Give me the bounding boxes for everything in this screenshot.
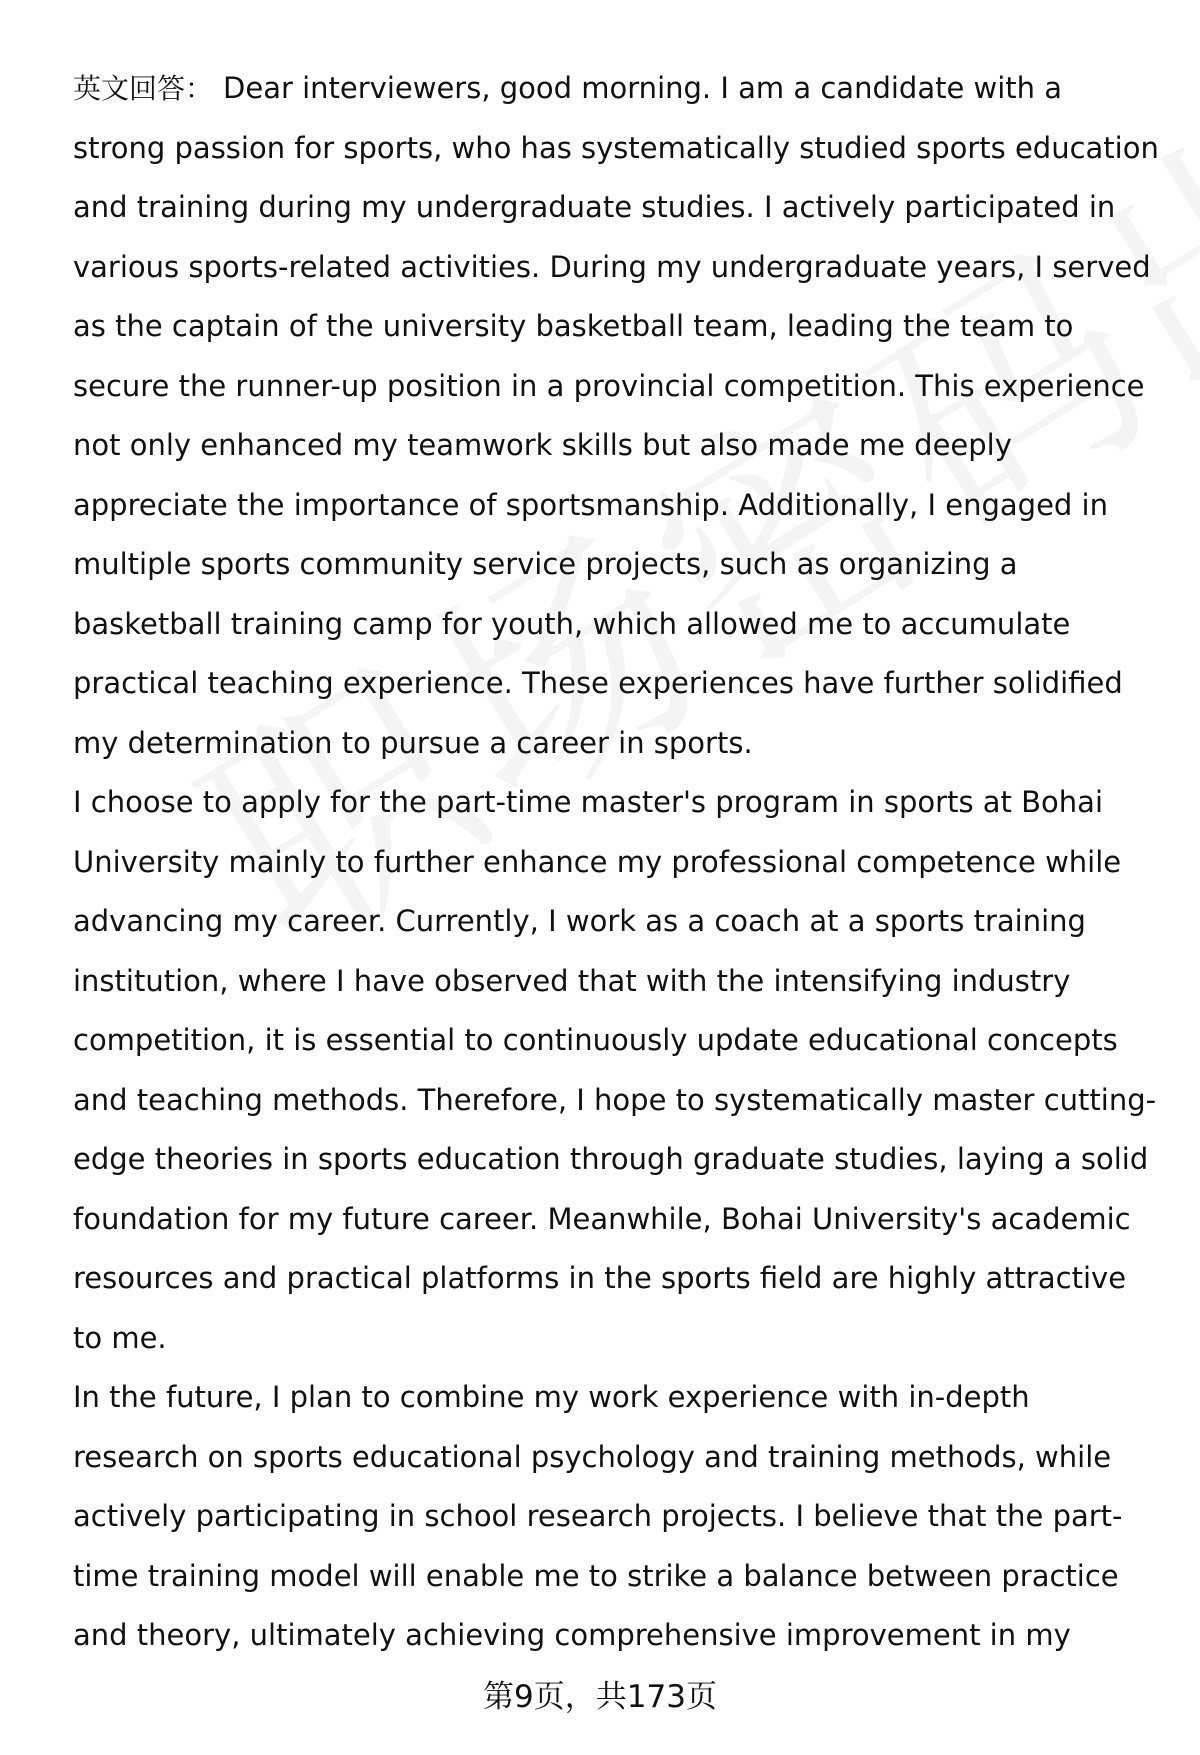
answer-label: 英文回答： — [73, 72, 214, 105]
paragraph-3: In the future, I plan to combine my work experience with in-depth research on sports educational psychology and training methods, while actively participating in school research projects. I believe that the part-time training model will enable me to strike a balance between practice and theory, ultimately achieving comprehensive improvement in my — [73, 1380, 1123, 1652]
paragraph-1 — [73, 59, 1163, 773]
page-number-footer: 第9页，共173页 — [483, 1679, 717, 1715]
paragraph-2: I choose to apply for the part-time master's program in sports at Bohai University mainly to further enhance my professional competence while advancing my career. Currently, I work as a coach at a sports training institution, where I have observed that with the intensifying industry competition, it is essential to continuously update educational concepts and teaching methods. Therefore, I hope to systematically master cutting-edge theories in sports education through graduate studies, laying a solid foundation for my future career. Meanwhile, Bohai University's academic resources and practical platforms in the sports field are highly attractive to me. — [73, 785, 1157, 1355]
paragraph-1-text: Dear interviewers, good morning. I am a candidate with a strong passion for sports, who has systematically studied sports education and training during my undergraduate studies. I actively participated in various sports-related activities. During my undergraduate years, I served as the captain of the university basketball team, leading the team to secure the runner-up position in a provincial competition. This experience not only enhanced my teamwork skills but also made me deeply appreciate the importance of sportsmanship. Additionally, I engaged in multiple sports community service projects, such as organizing a basketball training camp for youth, which allowed me to accumulate practical teaching experience. These experiences have further solidified my determination to pursue a career in sports. — [73, 71, 1159, 760]
document-body — [73, 59, 1163, 1666]
